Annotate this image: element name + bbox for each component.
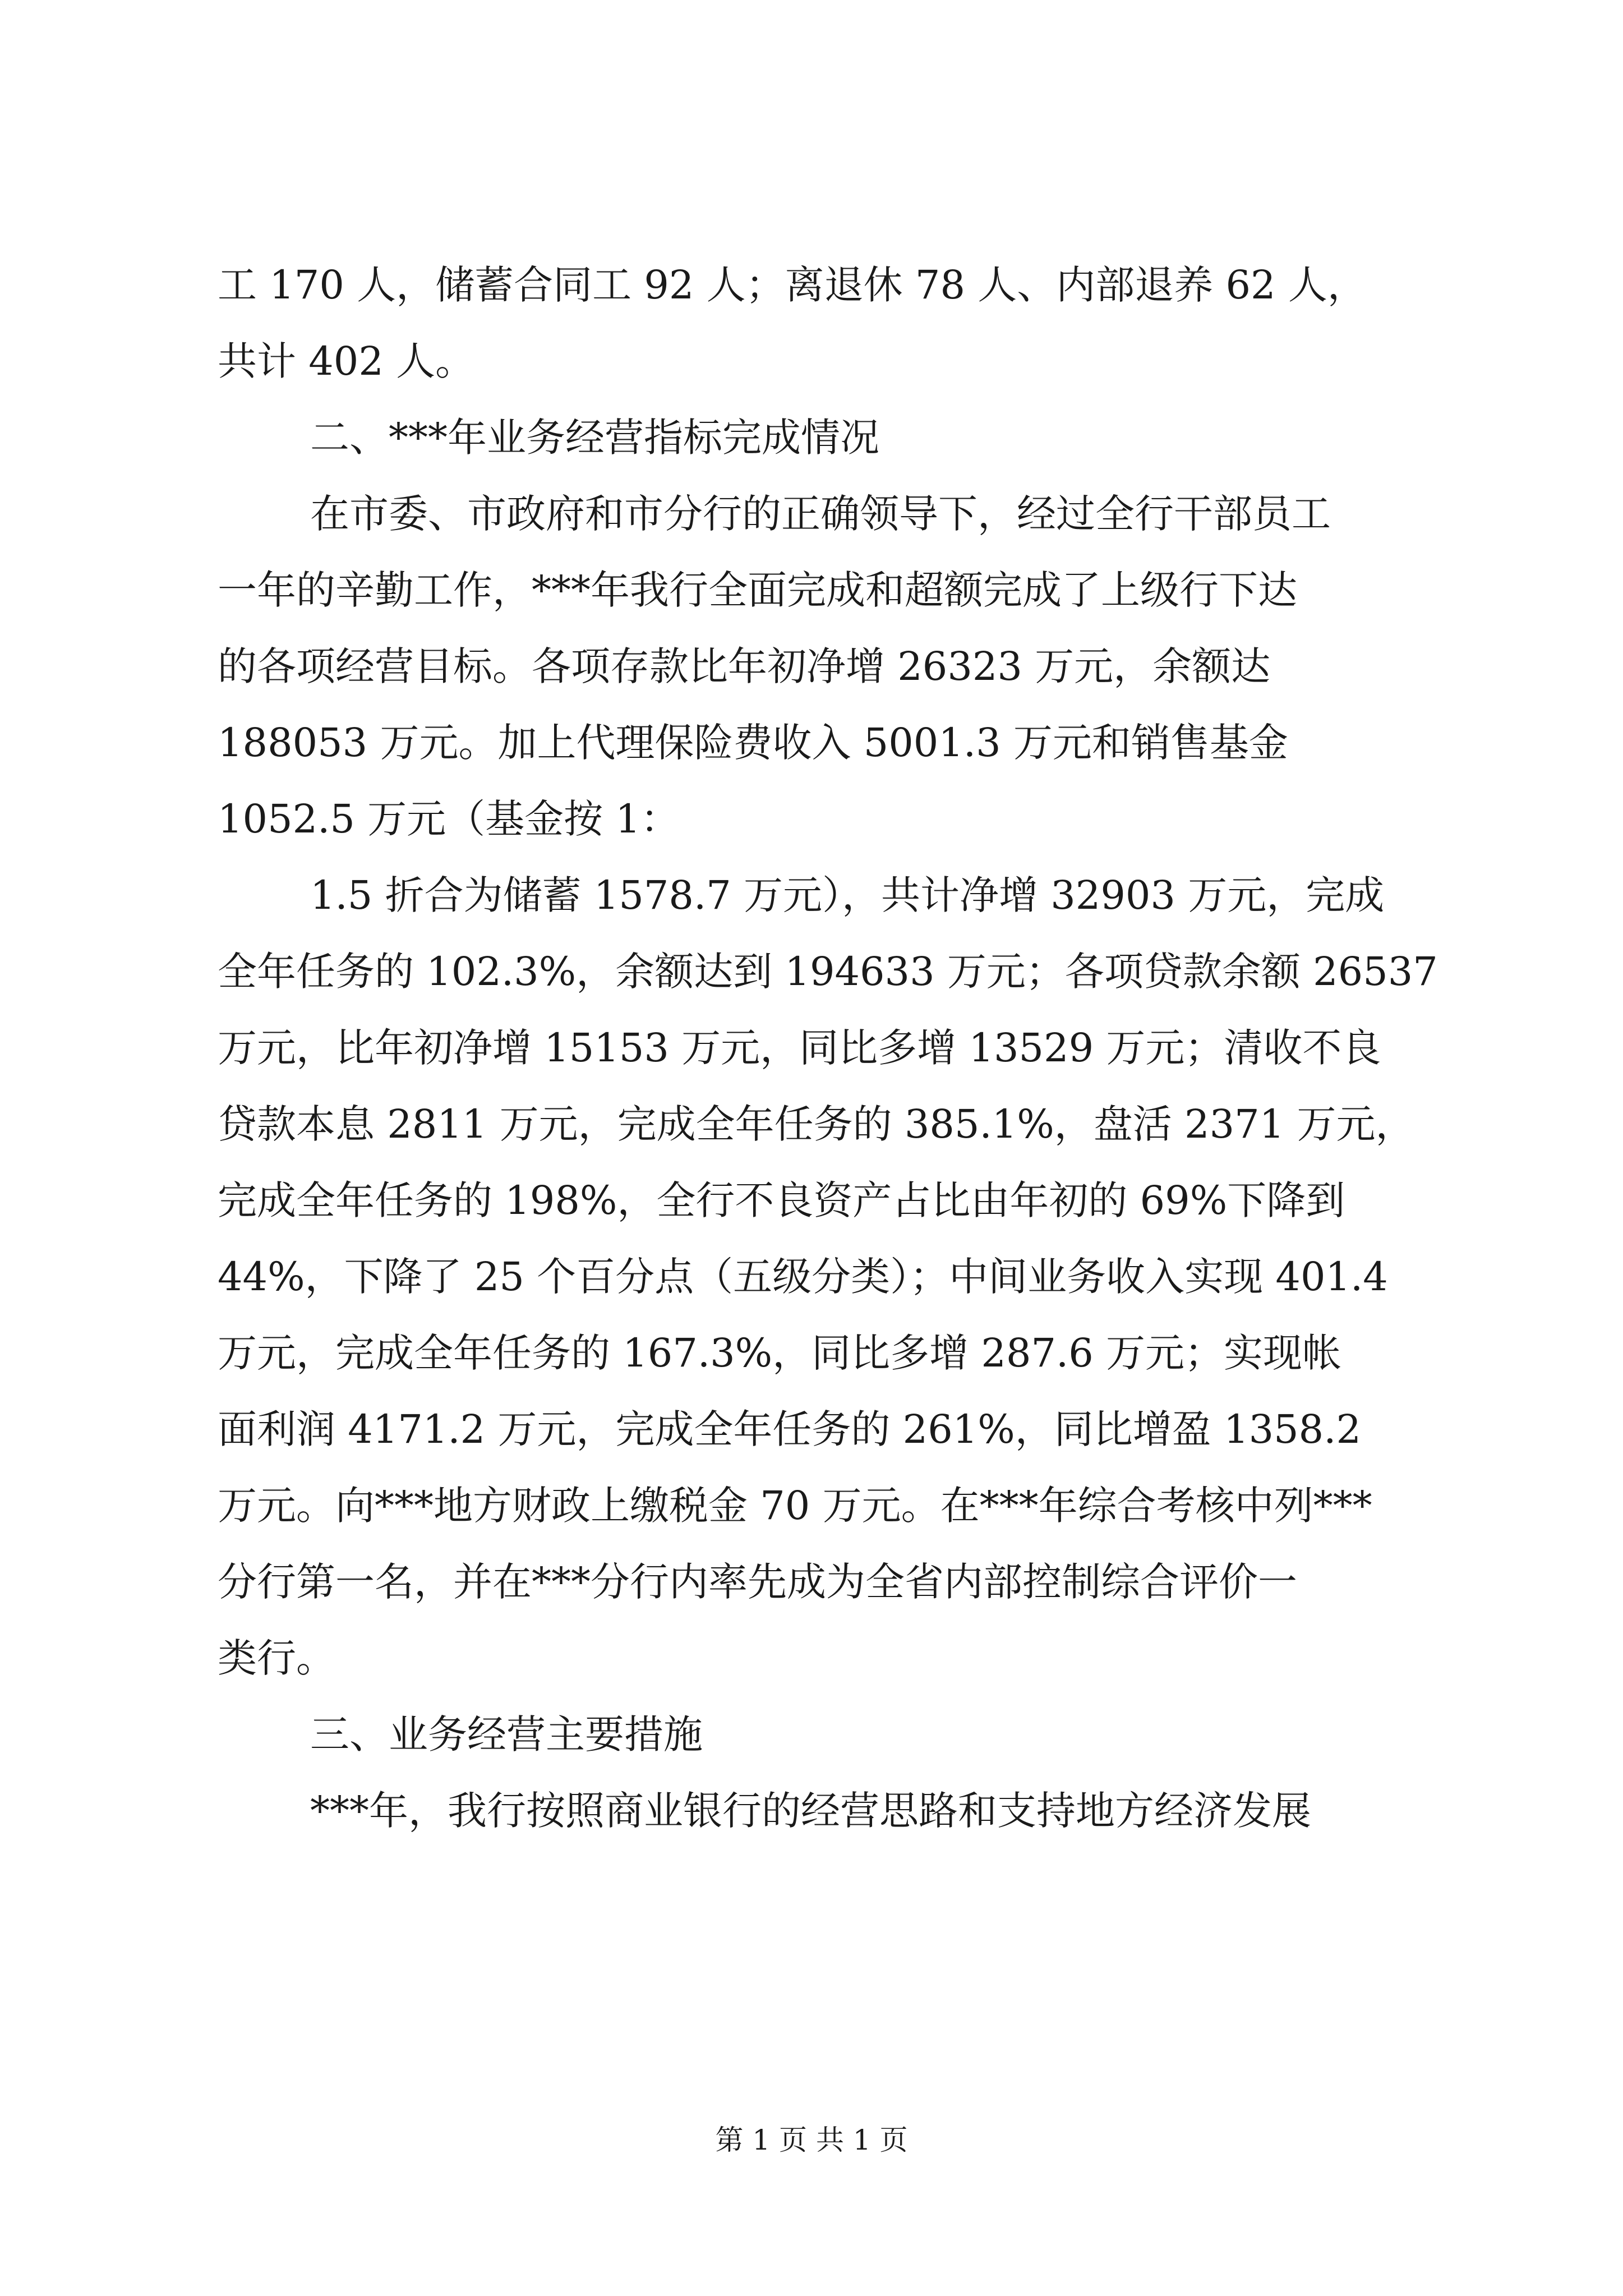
text-line: 全年任务的 102.3%，余额达到 194633 万元；各项贷款余额 26537 [218,949,1438,995]
text-line: 类行。 [218,1635,335,1681]
text-line: 1.5 折合为储蓄 1578.7 万元），共计净增 32903 万元，完成 [310,872,1385,918]
text-line: 分行第一名，并在***分行内率先成为全省内部控制综合评价一 [218,1559,1297,1605]
text-line: 188053 万元。加上代理保险费收入 5001.3 万元和销售基金 [218,720,1288,766]
page-footer: 第 1 页 共 1 页 [715,2124,908,2156]
text-line: 完成全年任务的 198%，全行不良资产占比由年初的 69%下降到 [218,1177,1345,1223]
text-line: 二、***年业务经营指标完成情况 [310,415,879,461]
text-line: ***年，我行按照商业银行的经营思路和支持地方经济发展 [310,1788,1311,1834]
text-line: 万元。向***地方财政上缴税金 70 万元。在***年综合考核中列*** [218,1483,1372,1529]
text-line: 贷款本息 2811 万元，完成全年任务的 385.1%，盘活 2371 万元， [218,1101,1415,1147]
text-line: 44%，下降了 25 个百分点（五级分类）；中间业务收入实现 401.4 [218,1254,1388,1300]
text-line: 的各项经营目标。各项存款比年初净增 26323 万元，余额达 [218,643,1271,689]
text-line: 万元，完成全年任务的 167.3%，同比多增 287.6 万元；实现帐 [218,1330,1342,1376]
document-body [218,247,1468,1849]
text-line: 万元，比年初净增 15153 万元，同比多增 13529 万元；清收不良 [218,1025,1381,1071]
text-line: 共计 402 人。 [218,338,475,384]
text-line: 一年的辛勤工作，***年我行全面完成和超额完成了上级行下达 [218,567,1297,613]
text-line: 1052.5 万元（基金按 1： [218,796,680,842]
text-line: 在市委、市政府和市分行的正确领导下，经过全行干部员工 [310,491,1331,537]
text-line: 三、业务经营主要措施 [310,1711,703,1757]
text-line: 面利润 4171.2 万元，完成全年任务的 261%，同比增盈 1358.2 [218,1406,1361,1452]
text-line: 工 170 人，储蓄合同工 92 人；离退休 78 人、内部退养 62 人， [218,262,1367,308]
